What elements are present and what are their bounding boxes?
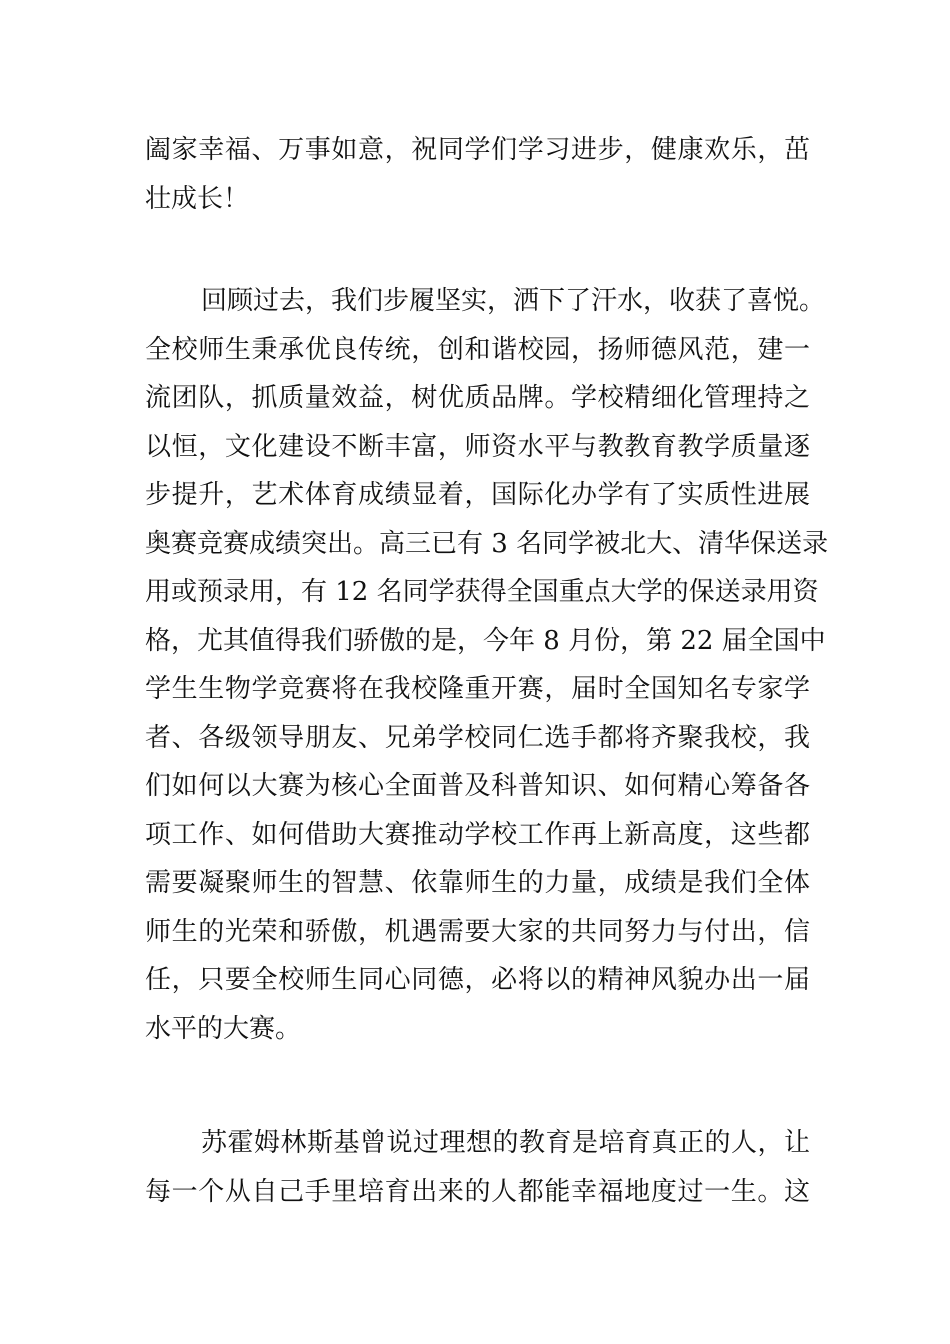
text-line: 步提升，艺术体育成绩显着，国际化办学有了实质性进展: [145, 480, 810, 510]
paragraph-2: [145, 277, 829, 1053]
text-line: 每一个从自己手里培育出来的人都能幸福地度过一生。这: [145, 1176, 810, 1207]
text-line: 任，只要全校师生同心同德，必将以的精神风貌办出一届: [145, 965, 810, 995]
text-line: 者、各级领导朋友、兄弟学校同仁选手都将齐聚我校，我: [145, 722, 810, 753]
text-line: 格，尤其值得我们骄傲的是，今年 8 月份，第 22 届全国中: [145, 625, 826, 656]
text-line: 壮成长！: [145, 183, 250, 214]
text-line: 以恒，文化建设不断丰富，师资水平与教教育教学质量逐: [145, 431, 810, 462]
text-line: 全校师生秉承优良传统，创和谐校园，扬师德风范，建一: [145, 334, 810, 365]
text-line: 水平的大赛。: [145, 1013, 302, 1044]
text-line: 奥赛竞赛成绩突出。高三已有 3 名同学被北大、清华保送录: [145, 528, 829, 559]
text-line: 阖家幸福、万事如意，祝同学们学习进步，健康欢乐，茁: [145, 135, 810, 165]
text-line: 师生的光荣和骄傲，机遇需要大家的共同努力与付出，信: [145, 916, 810, 947]
text-line: 项工作、如何借助大赛推动学校工作再上新高度，这些都: [145, 819, 810, 850]
text-line: 苏霍姆林斯基曾说过理想的教育是培育真正的人，让: [201, 1128, 810, 1158]
text-line: 回顾过去，我们步履坚实，洒下了汗水，收获了喜悦。: [201, 286, 826, 316]
text-line: 流团队，抓质量效益，树优质品牌。学校精细化管理持之: [145, 383, 810, 413]
text-line: 学生生物学竞赛将在我校隆重开赛，届时全国知名专家学: [145, 674, 810, 704]
paragraph-1: [145, 126, 810, 223]
paragraph-3: [145, 1119, 810, 1216]
text-line: 用或预录用，有 12 名同学获得全国重点大学的保送录用资: [145, 577, 819, 607]
text-line: 们如何以大赛为核心全面普及科普知识、如何精心筹备各: [145, 771, 810, 801]
text-line: 需要凝聚师生的智慧、依靠师生的力量，成绩是我们全体: [145, 868, 810, 898]
